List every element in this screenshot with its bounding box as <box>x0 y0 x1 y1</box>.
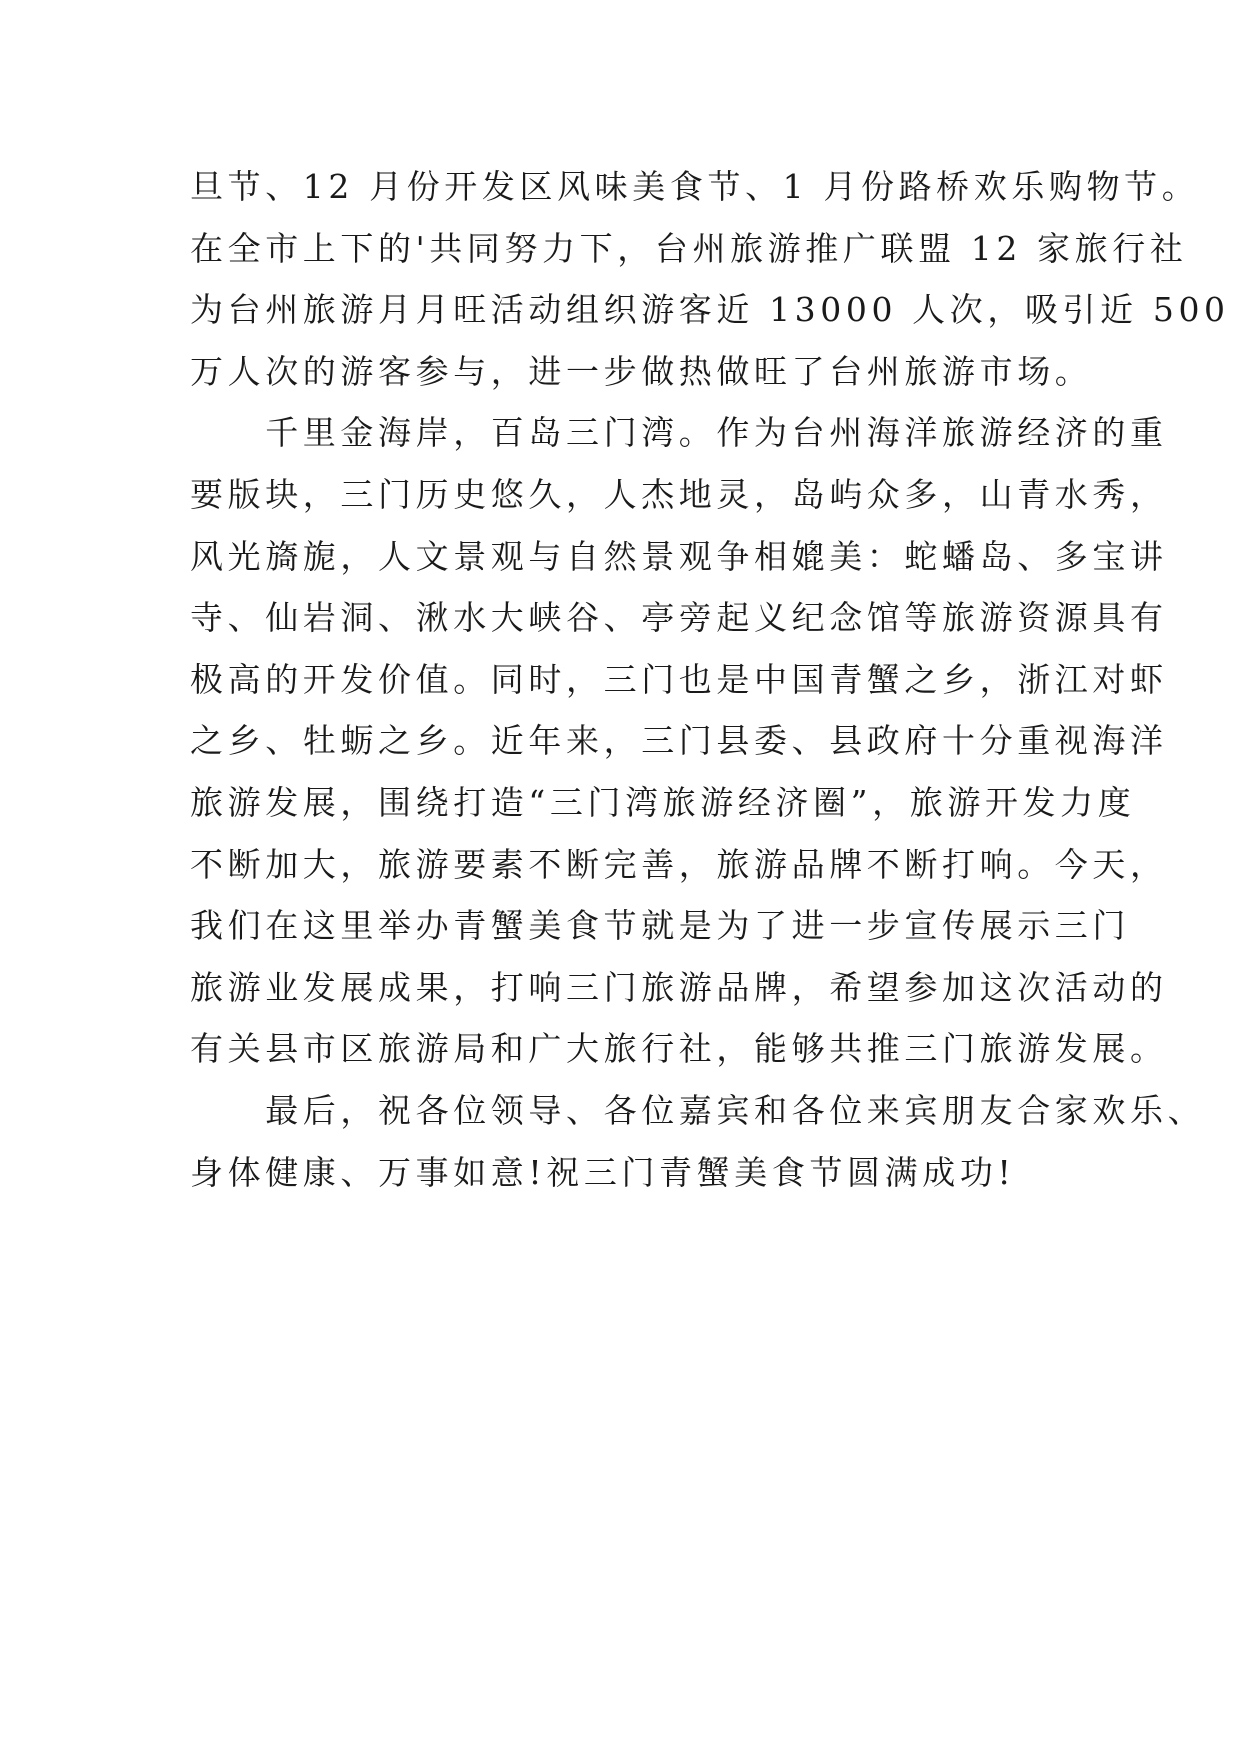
text-line: 为台州旅游月月旺活动组织游客近 13000 人次，吸引近 500 <box>190 290 1230 330</box>
text-line: 要版块，三门历史悠久，人杰地灵，岛屿众多，山青水秀， <box>190 474 1168 514</box>
text-line: 寺、仙岩洞、湫水大峡谷、亭旁起义纪念馆等旅游资源具有 <box>190 598 1168 638</box>
text-line: 风光旖旎，人文景观与自然景观争相媲美：蛇蟠岛、多宝讲 <box>190 536 1168 576</box>
text-line: 在全市上下的'共同努力下，台州旅游推广联盟 12 家旅行社 <box>190 228 1188 268</box>
body-text <box>190 156 1230 1203</box>
text-line: 极高的开发价值。同时，三门也是中国青蟹之乡，浙江对虾 <box>190 659 1168 699</box>
text-line: 我们在这里举办青蟹美食节就是为了进一步宣传展示三门 <box>190 906 1130 946</box>
text-line: 有关县市区旅游局和广大旅行社，能够共推三门旅游发展。 <box>190 1029 1168 1069</box>
text-line: 不断加大，旅游要素不断完善，旅游品牌不断打响。今天， <box>190 844 1168 884</box>
text-line: 之乡、牡蛎之乡。近年来，三门县委、县政府十分重视海洋 <box>190 721 1168 761</box>
text-line: 旅游业发展成果，打响三门旅游品牌，希望参加这次活动的 <box>190 967 1168 1007</box>
text-line: 最后，祝各位领导、各位嘉宾和各位来宾朋友合家欢乐、 <box>190 1090 1206 1130</box>
text-line: 千里金海岸，百岛三门湾。作为台州海洋旅游经济的重 <box>190 413 1168 453</box>
text-line: 万人次的游客参与，进一步做热做旺了台州旅游市场。 <box>190 351 1093 391</box>
text-line: 旦节、12 月份开发区风味美食节、1 月份路桥欢乐购物节。 <box>190 167 1200 206</box>
text-line: 身体健康、万事如意!祝三门青蟹美食节圆满成功! <box>190 1152 1016 1192</box>
text-line: 旅游发展，围绕打造“三门湾旅游经济圈”，旅游开发力度 <box>190 782 1136 822</box>
